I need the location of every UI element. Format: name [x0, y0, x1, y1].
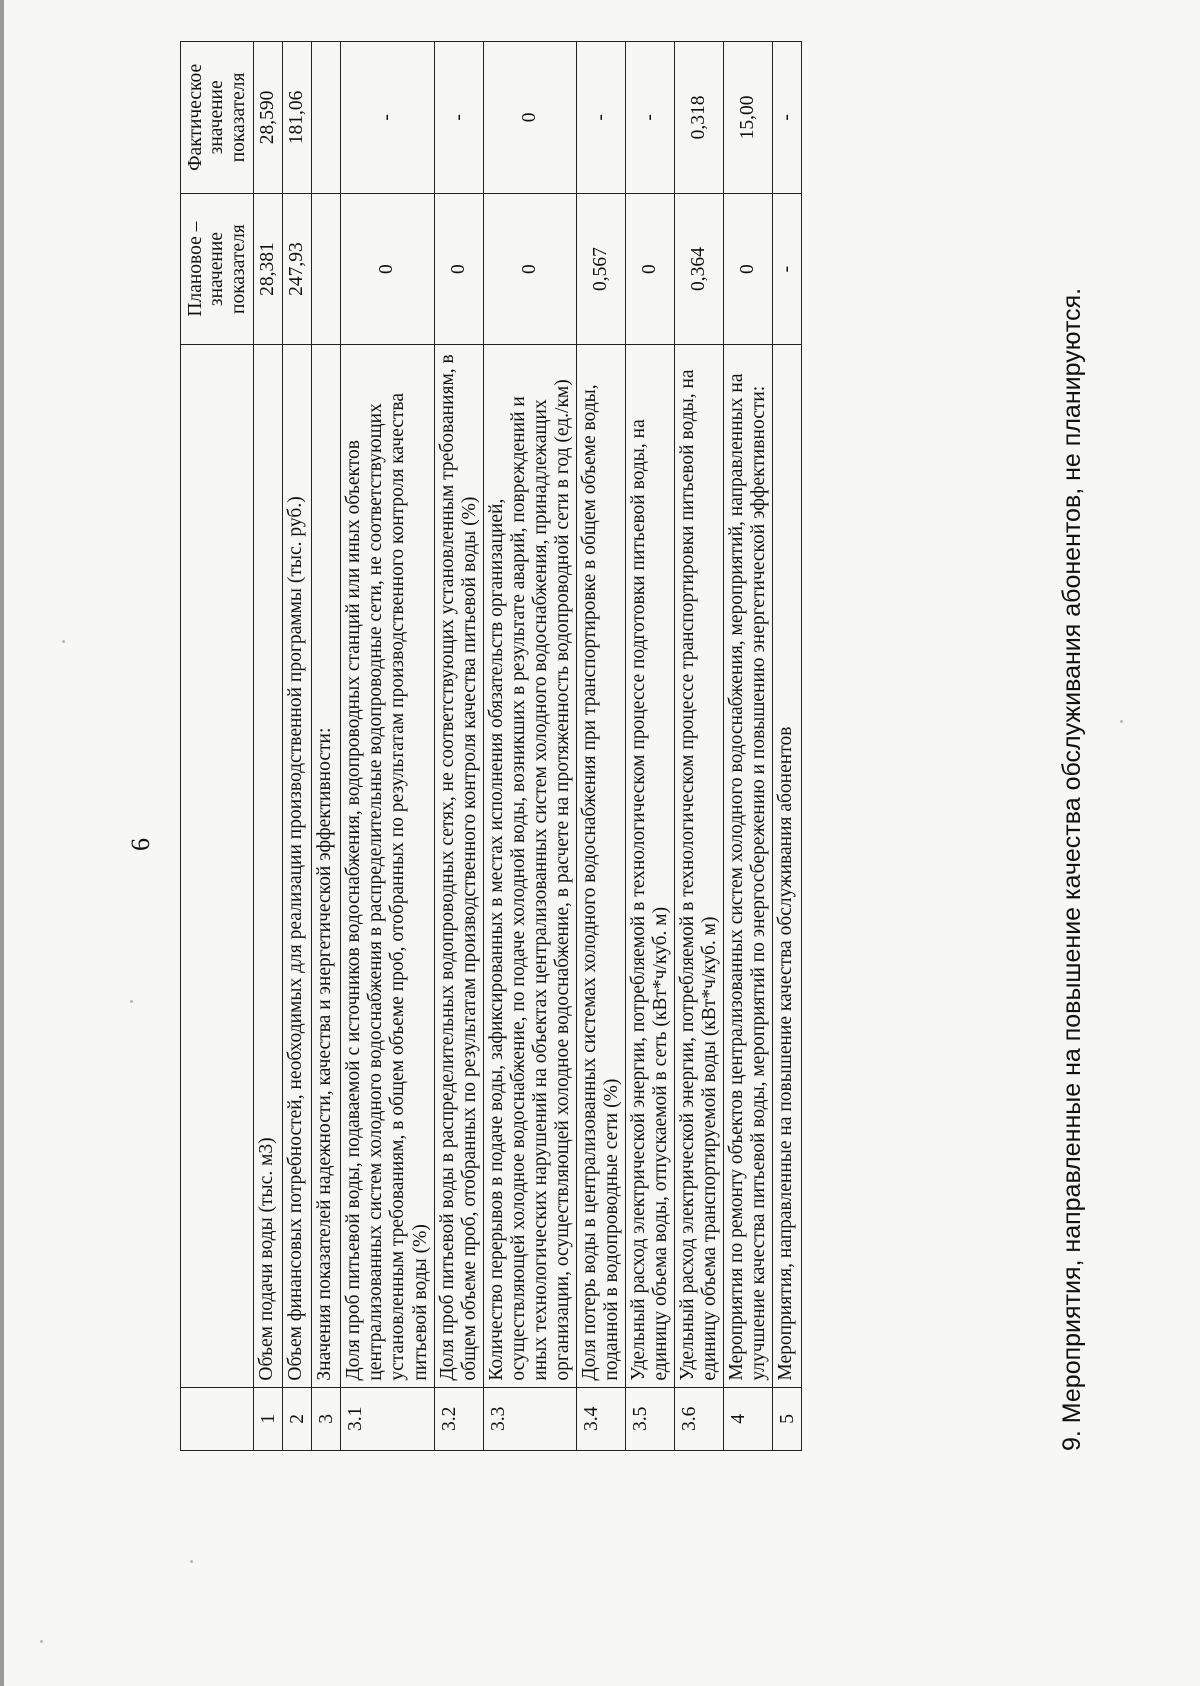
indicators-table [180, 41, 802, 1451]
row-planned [312, 193, 341, 345]
row-num: 3.5 [625, 1387, 674, 1450]
table-row [674, 42, 723, 1451]
table-row [576, 42, 625, 1451]
row-name: Удельный расход электрической энергии, потребляемой в технологическом процессе подготовки питьевой воды, на единицу объема воды, отпускаемой в сеть (кВт*ч/куб. м) [625, 345, 674, 1387]
table-header-row [181, 42, 254, 1451]
row-name: Мероприятия, направленные на повышение качества обслуживания абонентов [772, 345, 801, 1387]
row-planned: 0,567 [576, 193, 625, 345]
row-actual: - [434, 42, 483, 194]
row-planned: 28,381 [254, 193, 283, 345]
row-num: 3.4 [576, 1387, 625, 1450]
table-row [625, 42, 674, 1451]
row-actual: 15,00 [723, 42, 772, 194]
row-actual: - [625, 42, 674, 194]
table-row [723, 42, 772, 1451]
row-num: 3.1 [341, 1387, 434, 1450]
row-num: 4 [723, 1387, 772, 1450]
row-actual: 28,590 [254, 42, 283, 194]
row-actual [312, 42, 341, 194]
row-planned: 0,364 [674, 193, 723, 345]
row-name: Объем подачи воды (тыс. м3) [254, 345, 283, 1387]
table-row [254, 42, 283, 1451]
row-name: Удельный расход электрической энергии, потребляемой в технологическом процессе транспортировки питьевой воды, на единицу объема транспортируемой воды (кВт*ч/куб. м) [674, 345, 723, 1387]
row-actual: 0,318 [674, 42, 723, 194]
row-name: Доля проб питьевой воды, подаваемой с источников водоснабжения, водопроводных станций или иных объектов централизованных систем холодного водоснабжения в распределительные водопроводные сети, не соответствующих установленным требованиям, в общем объеме проб, отобранных по результатам производственного контроля качества питьевой воды (%) [341, 345, 434, 1387]
table-row [772, 42, 801, 1451]
row-actual: - [341, 42, 434, 194]
row-name: Доля проб питьевой воды в распределительных водопроводных сетях, не соответствующих установленным требованиям, в общем объеме проб, отобранных по результатам производственного контроля качества питьевой воды (%) [434, 345, 483, 1387]
row-num: 1 [254, 1387, 283, 1450]
table-row [434, 42, 483, 1451]
header-planned [181, 193, 254, 345]
header-num [181, 1387, 254, 1450]
row-num: 3.6 [674, 1387, 723, 1450]
header-actual-line: показателя [227, 72, 249, 163]
row-planned: 0 [483, 193, 576, 345]
header-actual-line: значение [206, 80, 228, 155]
row-planned: - [772, 193, 801, 345]
row-num: 3.2 [434, 1387, 483, 1450]
row-planned: 0 [341, 193, 434, 345]
table-row [283, 42, 312, 1451]
table-row [483, 42, 576, 1451]
row-planned: 247,93 [283, 193, 312, 345]
row-num: 5 [772, 1387, 801, 1450]
row-num: 2 [283, 1387, 312, 1450]
row-name: Количество перерывов в подаче воды, зафиксированных в местах исполнения обязательств организацией, осуществляющей холодное водоснабжение, по подаче холодной воды, возникших в результате аварий, повреждений и иных технологических нарушений на объектах централизованных систем холодного водоснабжения, принадлежащих организации, осуществляющей холодное водоснабжение, в расчете на протяженность водопроводной сети в год (ед./км) [483, 345, 576, 1387]
row-planned: 0 [625, 193, 674, 345]
header-name [181, 345, 254, 1387]
row-actual: - [576, 42, 625, 194]
row-actual: - [772, 42, 801, 194]
row-num: 3.3 [483, 1387, 576, 1450]
row-name: Значения показателей надежности, качества и энергетической эффективности: [312, 345, 341, 1387]
row-planned: 0 [723, 193, 772, 345]
header-planned-line: показателя [227, 224, 249, 314]
row-name: Объем финансовых потребностей, необходимых для реализации производственной программы (тыс. руб.) [283, 345, 312, 1387]
table-row [312, 42, 341, 1451]
row-actual: 181,06 [283, 42, 312, 194]
row-planned: 0 [434, 193, 483, 345]
row-actual: 0 [483, 42, 576, 194]
closing-paragraph: 9. Мероприятия, направленные на повышение качества обслуживания абонентов, не планируются. [1058, 287, 1086, 1451]
header-actual-line: Фактическое [185, 63, 206, 171]
header-planned-line: значение [206, 232, 228, 307]
row-name: Мероприятия по ремонту объектов централизованных систем холодного водоснабжения, мероприятий, направленных на улучшение качества питьевой воды, мероприятий по энергосбережению и повышению энергетической эффективности: [723, 345, 772, 1387]
table-row [341, 42, 434, 1451]
page-number: 6 [126, 838, 155, 851]
row-num: 3 [312, 1387, 341, 1450]
header-actual [181, 42, 254, 194]
header-planned-line: Плановое – [185, 221, 206, 317]
row-name: Доля потерь воды в централизованных системах холодного водоснабжения при транспортировке в общем объеме воды, поданной в водопроводные сети (%) [576, 345, 625, 1387]
